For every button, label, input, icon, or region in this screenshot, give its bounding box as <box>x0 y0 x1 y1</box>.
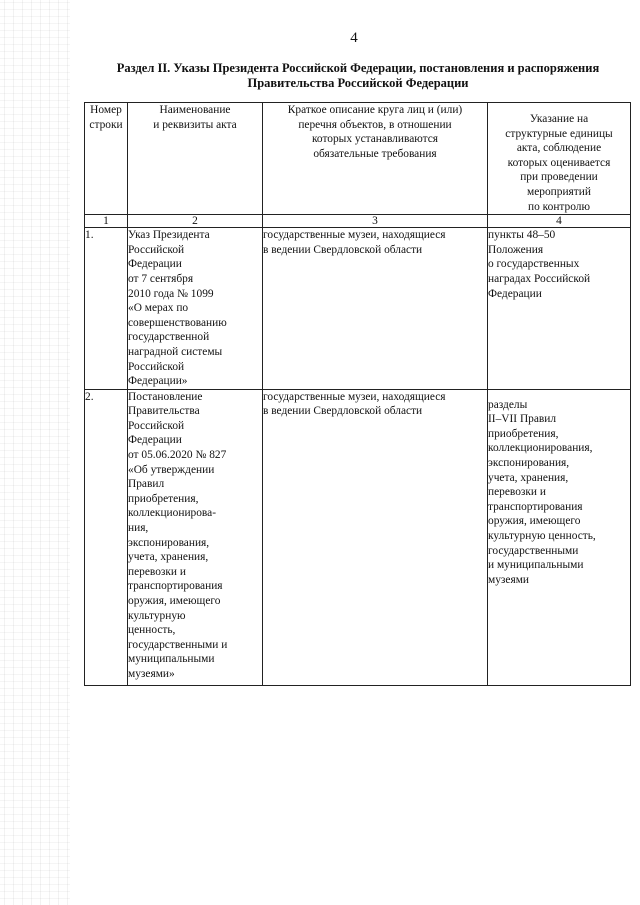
column-number-4: 4 <box>488 215 631 228</box>
table-row <box>85 228 631 390</box>
header-row-number: Номер строки <box>85 103 128 215</box>
act-name: Постановление Правительства Российской Федерации от 05.06.2020 № 827 «Об утверждении Правил приобретения, коллекционирова- ния, экспонирования, учета, хранения, перевозки и транспортирования оружия, имеющего культурную ценность, государственными и муниципальными музеями» <box>128 389 263 685</box>
column-numbers-row <box>85 215 631 228</box>
column-number-2: 2 <box>128 215 263 228</box>
column-number-3: 3 <box>263 215 488 228</box>
page-number: 4 <box>350 30 358 46</box>
table-header-row <box>85 103 631 215</box>
structural-units: пункты 48–50 Положения о государственных наградах Российской Федерации <box>488 228 631 390</box>
structural-units: разделы II–VII Правил приобретения, коллекционирования, экспонирования, учета, хранения, перевозки и транспортирования оружия, имеющего культурную ценность, государственными и муниципальными музеями <box>488 389 631 685</box>
row-number: 2. <box>85 389 128 685</box>
table-row <box>85 389 631 685</box>
section-title-line-1: Раздел II. Указы Президента Российской Федерации, постановления и распоряжения <box>116 61 600 75</box>
header-description: Краткое описание круга лиц и (или) перечня объектов, в отношении которых устанавливаются обязательные требования <box>263 103 488 215</box>
scan-margin-noise <box>0 0 70 905</box>
acts-table <box>84 102 631 686</box>
header-structural-units: Указание на структурные единицы акта, соблюдение которых оценивается при проведении мероприятий по контролю <box>488 103 631 215</box>
section-title <box>80 61 636 91</box>
row-number: 1. <box>85 228 128 390</box>
act-description: государственные музеи, находящиеся в ведении Свердловской области <box>263 389 488 685</box>
act-description: государственные музеи, находящиеся в ведении Свердловской области <box>263 228 488 390</box>
act-name: Указ Президента Российской Федерации от 7 сентября 2010 года № 1099 «О мерах по совершенствованию государственной наградной системы Российской Федерации» <box>128 228 263 390</box>
column-number-1: 1 <box>85 215 128 228</box>
section-title-line-2: Правительства Российской Федерации <box>247 76 469 90</box>
header-act-name: Наименование и реквизиты акта <box>128 103 263 215</box>
